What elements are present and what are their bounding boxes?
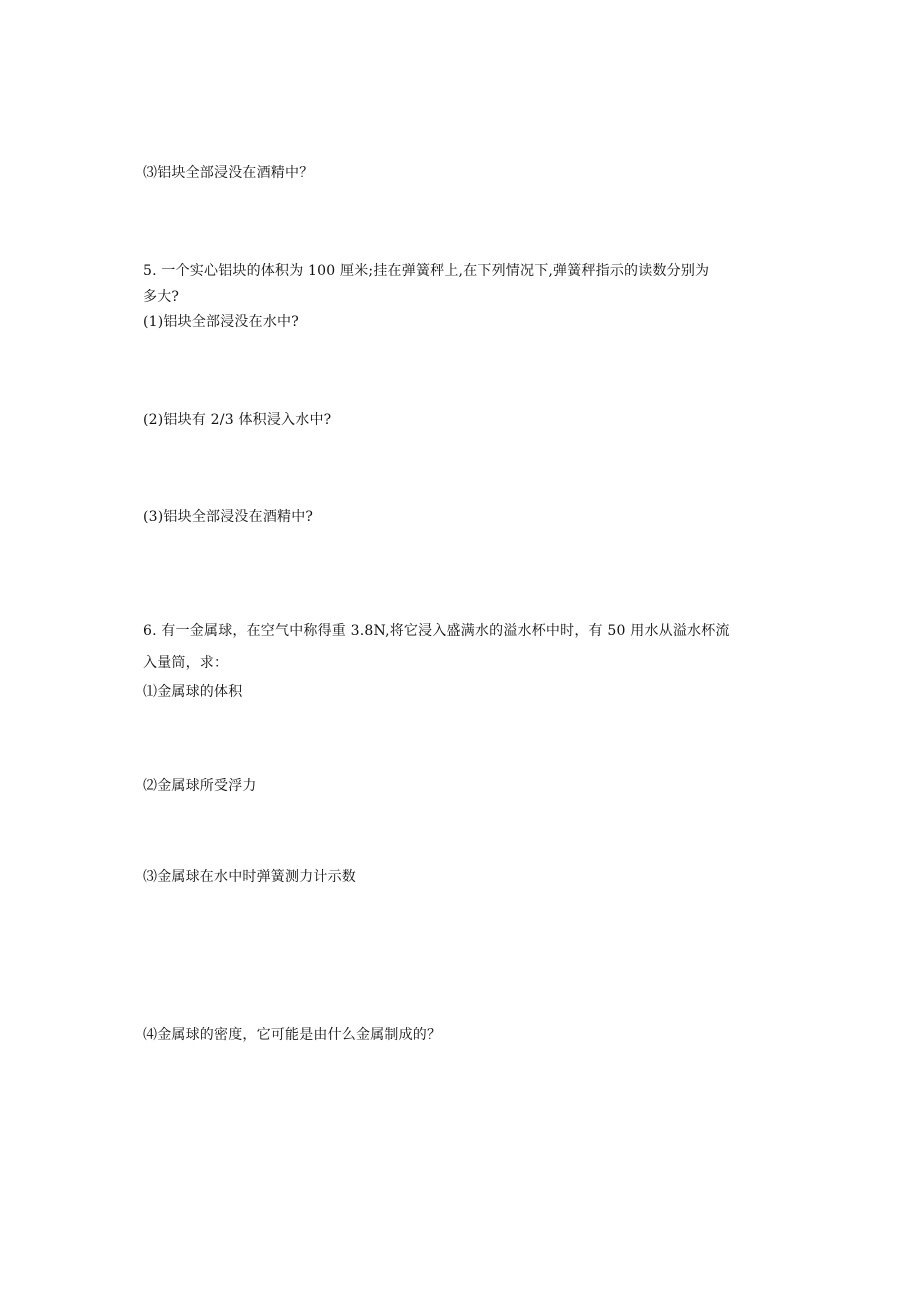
q6-sub1-text: ⑴金属球的体积 bbox=[143, 684, 243, 700]
q6-stem-line1: 6. 有一金属球，在空气中称得重 3.8N,将它浸入盛满水的溢水杯中时，有 50 用水从溢水杯流 bbox=[143, 623, 730, 639]
q5-sub2-text: (2)铝块有 2/3 体积浸入水中? bbox=[143, 412, 332, 428]
q6-stem-line2: 入量筒，求： bbox=[143, 655, 229, 671]
q5-stem-line2: 多大? bbox=[143, 289, 180, 305]
q5-stem-line1: 5. 一个实心铝块的体积为 100 厘米;挂在弹簧秤上,在下列情况下,弹簧秤指示的读数分别为 bbox=[143, 263, 710, 279]
q5-sub3-text: (3)铝块全部浸没在酒精中? bbox=[143, 509, 314, 525]
q4-sub3-text: ⑶铝块全部浸没在酒精中？ bbox=[143, 165, 314, 181]
q6-sub2-text: ⑵金属球所受浮力 bbox=[143, 778, 257, 794]
q6-sub3-text: ⑶金属球在水中时弹簧测力计示数 bbox=[143, 869, 356, 885]
q6-sub4-text: ⑷金属球的密度，它可能是由什么金属制成的？ bbox=[143, 1027, 442, 1043]
q5-sub1-text: (1)铝块全部浸没在水中? bbox=[143, 314, 299, 330]
